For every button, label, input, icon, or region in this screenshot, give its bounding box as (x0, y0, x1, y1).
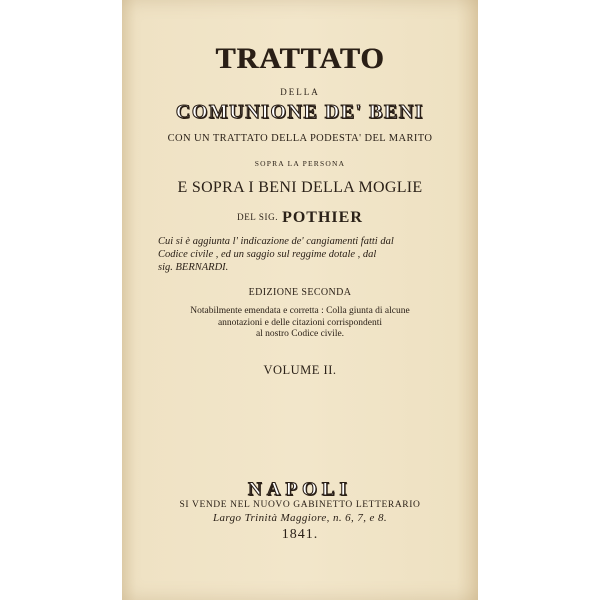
addition-note-line: Codice civile , ed un saggio sul reggime dotale , dal (158, 249, 377, 260)
addition-note (158, 235, 454, 274)
imprint-city: NAPOLI (248, 479, 352, 500)
addition-note-line: sig. BERNARDI. (158, 262, 229, 273)
author-prefix: DEL SIG. (237, 212, 279, 222)
subtitle-sopra: SOPRA LA PERSONA (254, 159, 346, 168)
book-title: TRATTATO (215, 42, 385, 75)
amendment-note-line: al nostro Codice civile. (255, 329, 345, 339)
addition-note-line: Cui si è aggiunta l' indicazione de' cangiamenti fatti dal (158, 236, 394, 247)
amendment-note-line: annotazioni e delle citazioni corrispondenti (217, 317, 383, 328)
imprint-address: Largo Trinità Maggiore, n. 6, 7, e 8. (212, 512, 388, 524)
edition-label: EDIZIONE SECONDA (248, 287, 352, 298)
author-name: POTHIER (282, 209, 363, 226)
title-page (122, 0, 478, 600)
subtitle-beni: E SOPRA I BENI DELLA MOGLIE (177, 179, 423, 196)
amendment-note (122, 306, 478, 341)
book-subject: COMUNIONE DE' BENI (175, 101, 425, 123)
author-line (122, 210, 478, 226)
imprint-year: 1841. (281, 527, 319, 542)
imprint-seller: SI VENDE NEL NUOVO GABINETTO LETTERARIO (179, 500, 421, 510)
volume-label: VOLUME II. (263, 363, 337, 377)
amendment-note-line: Notabilmente emendata e corretta : Colla giunta di alcune (190, 306, 410, 316)
title-connector: DELLA (280, 87, 320, 97)
book-subtitle: CON UN TRATTATO DELLA PODESTA' DEL MARITO (167, 133, 433, 144)
